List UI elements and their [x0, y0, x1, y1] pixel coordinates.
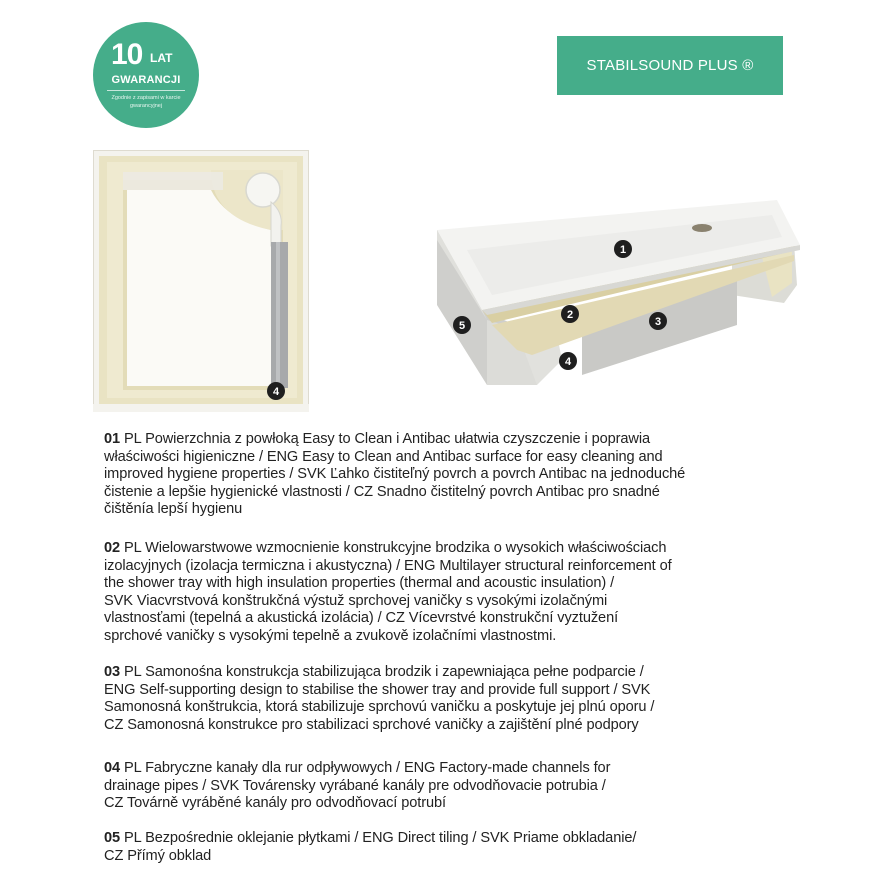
- feature-04: 04 PL Fabryczne kanały dla rur odpływowych / ENG Factory-made channels for drainage pipes / SVK Továrensky vyrábané kanály pre odvodňovacie potrubia / CZ Továrně vyráběné kanály pro odvodňovací potrubí: [104, 760, 611, 812]
- marker-3: [649, 312, 667, 330]
- feature-03: 03 PL Samonośna konstrukcja stabilizująca brodzik i zapewniająca pełne podparcie / ENG Self-supporting design to stabilise the shower tray and provide full support / SVK Samonosná konštrukcia, ktorá stabilizuje sprchovú vaničku a poskytuje jej plnú oporu / CZ Samonosná konstrukce pro stabilizaci sprchové vaničky a zajištění plné podpory: [104, 664, 655, 733]
- feature-02: 02 PL Wielowarstwowe wzmocnienie konstrukcyjne brodzika o wysokich właściwościach izolacyjnych (izolacja termiczna i akustyczna) / ENG Multilayer structural reinforcement of the shower tray with high insulation properties (thermal and acoustic insulation) / SVK Viacvrstvová konštrukčná výstuž sprchovej vaničky s vysokými izolačnými vlastnosťami (tepelná a akustická izolácia) / CZ Vícevrstvé konstrukční vyztužení sprchové vaničky s vysokými tepelně a zvukově izolačními vlastnostmi.: [104, 540, 672, 644]
- svg-text:3: 3: [654, 316, 662, 328]
- tray-top-view-drawing: [93, 150, 309, 412]
- svg-text:4: 4: [564, 356, 572, 368]
- feature-number: 03: [104, 664, 121, 680]
- marker-4-label: 4: [272, 386, 280, 398]
- product-name: STABILSOUND PLUS ®: [586, 57, 754, 74]
- feature-01: 01 PL Powierzchnia z powłoką Easy to Clean i Antibac ułatwia czyszczenie i poprawia właściwości higieniczne / ENG Easy to Clean and Antibac surface for easy cleaning and improved hygiene properties / SVK Ľahko čistiteľný povrch a povrch Antibac na jednoduché čistenie a lepšie hygienické vlastnosti / CZ Snadno čistitelný povrch Antibac pro snadné čištěnía lepší hygienu: [104, 431, 686, 518]
- feature-number: 01: [104, 431, 121, 447]
- badge-divider: [107, 90, 185, 91]
- warranty-unit: LAT: [150, 51, 173, 65]
- tray-layers-image: [432, 185, 807, 385]
- feature-number: 02: [104, 540, 121, 556]
- svg-text:1: 1: [619, 244, 627, 256]
- warranty-subtitle: Zgodnie z zapisami w karcie gwarancyjnej: [111, 95, 181, 109]
- svg-text:5: 5: [458, 320, 466, 332]
- marker-2: [561, 305, 579, 323]
- product-name-tag: [557, 36, 783, 95]
- marker-4: [559, 352, 577, 370]
- warranty-title: GWARANCJI: [111, 74, 181, 86]
- svg-text:2: 2: [566, 309, 574, 321]
- feature-number: 05: [104, 830, 121, 846]
- warranty-badge: [93, 22, 199, 128]
- tray-layers-drawing: [432, 185, 807, 385]
- marker-5: [453, 316, 471, 334]
- feature-number: 04: [104, 760, 121, 776]
- warranty-years: 10: [111, 38, 143, 71]
- feature-05: 05 PL Bezpośrednie oklejanie płytkami / ENG Direct tiling / SVK Priame obkladanie/ CZ Přímý obklad: [104, 830, 637, 864]
- tray-top-view-image: [93, 150, 309, 412]
- marker-1: [614, 240, 632, 258]
